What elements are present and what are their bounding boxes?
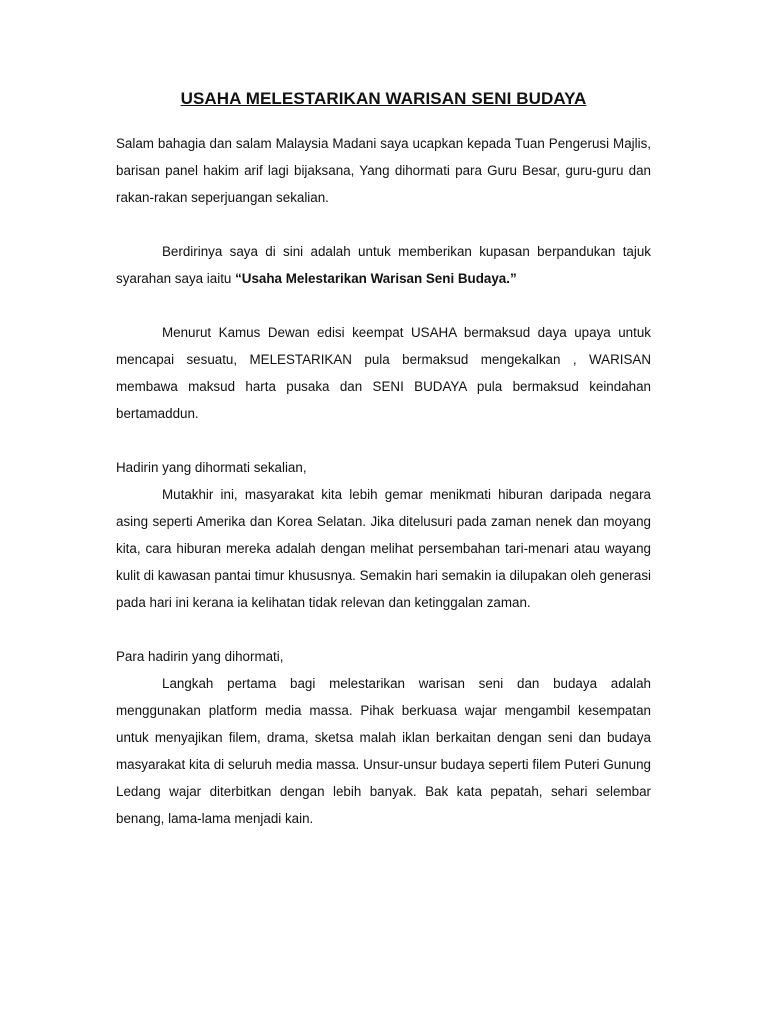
- topic-title-bold: “Usaha Melestarikan Warisan Seni Budaya.”: [235, 271, 517, 286]
- spacer: [116, 616, 651, 643]
- document-title: USAHA MELESTARIKAN WARISAN SENI BUDAYA: [180, 89, 587, 108]
- body-paragraph: Langkah pertama bagi melestarikan warisan seni dan budaya adalah menggunakan platform media massa. Pihak berkuasa wajar mengambil kesempatan untuk menyajikan filem, drama, sketsa malah iklan berkaitan dengan seni dan budaya masyarakat kita di seluruh media massa. Unsur-unsur budaya seperti filem Puteri Gunung Ledang wajar diterbitkan dengan lebih banyak. Bak kata pepatah, sehari selembar benang, lama-lama menjadi kain.: [116, 676, 651, 826]
- body-paragraph: Mutakhir ini, masyarakat kita lebih gemar menikmati hiburan daripada negara asing seperti Amerika dan Korea Selatan. Jika ditelusuri pada zaman nenek dan moyang kita, cara hiburan mereka adalah dengan melihat persembahan tari-menari atau wayang kulit di kawasan pantai timur khususnya. Semakin hari semakin ia dilupakan oleh generasi pada hari ini kerana ia kelihatan tidak relevan dan ketinggalan zaman.: [116, 487, 651, 610]
- document-page: [116, 86, 651, 832]
- definition-paragraph: Menurut Kamus Dewan edisi keempat USAHA bermaksud daya upaya untuk mencapai sesuatu, MELESTARIKAN pula bermaksud mengekalkan , WARISAN membawa maksud harta pusaka dan SENI BUDAYA pula bermaksud keindahan bertamaddun.: [116, 325, 651, 421]
- topic-paragraph-text: Berdirinya saya di sini adalah untuk memberikan kupasan berpandukan tajuk syarahan saya iaitu: [116, 244, 651, 286]
- spacer: [116, 427, 651, 454]
- greeting-line: Para hadirin yang dihormati,: [116, 649, 284, 664]
- topic-paragraph: [116, 238, 651, 292]
- spacer: [116, 292, 651, 319]
- greeting-line: Hadirin yang dihormati sekalian,: [116, 460, 307, 475]
- spacer: [116, 211, 651, 238]
- opening-paragraph: Salam bahagia dan salam Malaysia Madani saya ucapkan kepada Tuan Pengerusi Majlis, barisan panel hakim arif lagi bijaksana, Yang dihormati para Guru Besar, guru-guru dan rakan-rakan seperjuangan sekalian.: [116, 136, 651, 205]
